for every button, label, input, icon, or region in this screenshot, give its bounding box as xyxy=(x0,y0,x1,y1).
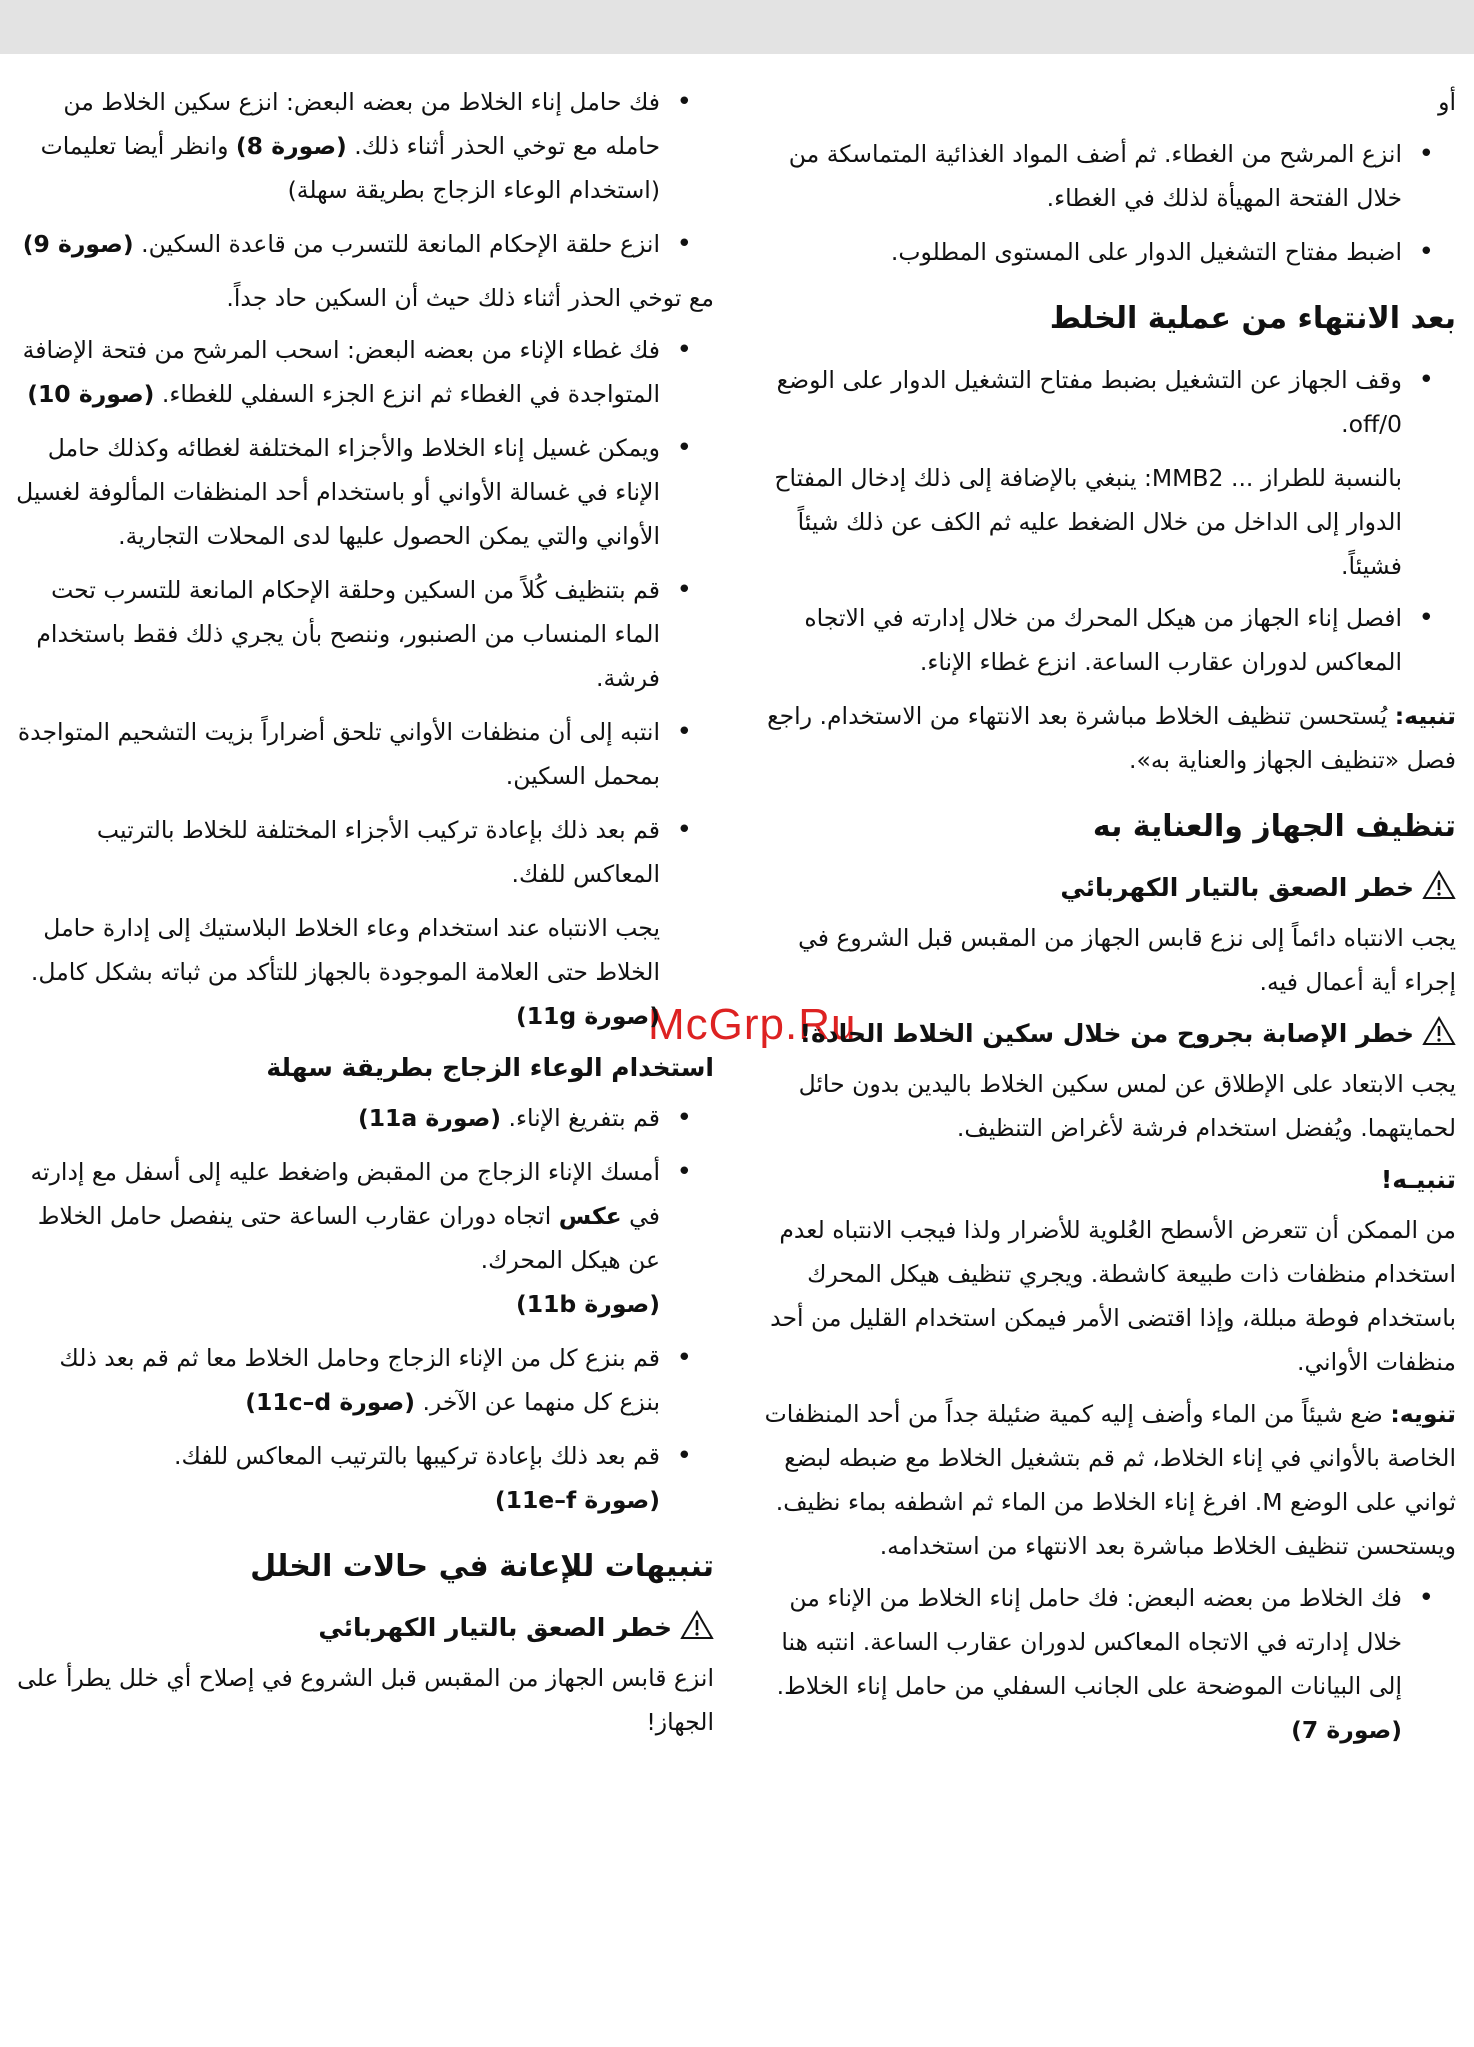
hint-label: تنويه: xyxy=(1390,1400,1456,1428)
heading-after-mixing: بعد الانتهاء من عملية الخلط xyxy=(1049,301,1456,336)
caution-title: تنبيـه! xyxy=(1380,1165,1456,1194)
disassemble-ref: (صورة 7) xyxy=(1291,1716,1402,1744)
shock-warning-text: يجب الانتباه دائماً إلى نزع قابس الجهاز من المقبس قبل الشروع في إجراء أية أعمال فيه. xyxy=(798,924,1456,996)
hint-text: ضع شيئاً من الماء وأضف إليه كمية ضئيلة جداً من أحد المنظفات الخاصة بالأواني في إناء الخلاط، ثم قم بتشغيل الخلاط مع ضبطه لبضع ثواني على الوضع M. افرغ إناء الخلاط من الماء ثم اشطفه بماء نظيف. ويستحسن تنظيف الخلاط مباشرة بعد الانتهاء من استخدامه. xyxy=(764,1400,1456,1560)
remove-knife-ref: (صورة 8) xyxy=(235,132,347,160)
bullet-remove-knife xyxy=(14,80,714,212)
bullet-disassemble-mixer xyxy=(764,1576,1456,1752)
bullet-hold-jar xyxy=(14,1150,714,1326)
right-column xyxy=(764,80,1456,1762)
or-label: أو xyxy=(1438,88,1456,116)
warning-triangle-icon xyxy=(1422,1016,1456,1046)
blade-warning-text: يجب الابتعاد على الإطلاق عن لمس سكين الخلاط باليدين بدون حائل لحمايتهما. ويُفضل استخدام فرشة لأغراض التنظيف. xyxy=(798,1070,1456,1142)
heading-cleaning: تنظيف الجهاز والعناية به xyxy=(1092,809,1456,844)
bullet-detergent-warning: • انتبه إلى أن منظفات الأواني تلحق أضراراً بزيت التشحيم المتواجدة بمحمل السكين. xyxy=(14,710,714,798)
hold-jar-text-1: أمسك الإناء الزجاج من المقبض واضغط عليه إلى أسفل مع إدارته في xyxy=(30,1158,660,1230)
notice-label: تنبيه: xyxy=(1394,702,1456,730)
shock-warning-title xyxy=(764,866,1456,910)
reassemble-glass-text: قم بعد ذلك بإعادة تركيبها بالترتيب المعاكس للفك. xyxy=(174,1442,660,1470)
bullet-remove-filter: • انزع المرشح من الغطاء. ثم أضف المواد الغذائية المتماسكة من خلال الفتحة المهيأة لذلك في الغطاء. xyxy=(764,132,1456,220)
bullet-dishwasher: • ويمكن غسيل إناء الخلاط والأجزاء المختلفة لغطائه وكذلك حامل الإناء في غسالة الأواني أو باستخدام أحد المنظفات المألوفة لغسيل الأواني والتي يمكن الحصول عليها لدى المحلات التجارية. xyxy=(14,426,714,558)
remove-seal-text: انزع حلقة الإحكام المانعة للتسرب من قاعدة السكين. xyxy=(141,230,660,258)
disassemble-text: فك الخلاط من بعضه البعض: فك حامل إناء الخلاط من الإناء من خلال إدارته في الاتجاه المعاكس لدوران عقارب الساعة. انتبه هنا إلى البيانات الموضحة على الجانب السفلي من حامل إناء الخلاط. xyxy=(776,1584,1402,1700)
heading-troubleshooting: تنبيهات للإعانة في حالات الخلل xyxy=(250,1549,714,1584)
reassemble-glass-ref: (صورة 11e–f) xyxy=(494,1486,660,1514)
plastic-note-text: يجب الانتباه عند استخدام وعاء الخلاط البلاستيك إلى إدارة حامل الخلاط حتى العلامة الموجودة بالجهاز للتأكد من ثباته بشكل كامل. xyxy=(30,914,660,986)
remove-both-ref: (صورة 11c–d) xyxy=(245,1388,415,1416)
hint-paragraph xyxy=(764,1392,1456,1568)
caution-text: من الممكن أن تتعرض الأسطح العُلوية للأضرار ولذا فيجب الانتباه لعدم استخدام منظفات ذات طبيعة كاشطة. ويجري تنظيف هيكل المحرك باستخدام فوطة مبللة، وإذا اقتضى الأمر فيمكن استخدام القليل من أحد منظفات الأواني. xyxy=(770,1216,1456,1376)
bullet-lid-disassemble xyxy=(14,328,714,416)
remove-knife-text: فك حامل إناء الخلاط من بعضه البعض: انزع سكين الخلاط من حامله مع توخي الحذر أثناء ذلك. xyxy=(63,88,660,160)
bullet-clean-knife: • قم بتنظيف كُلاً من السكين وحلقة الإحكام المانعة للتسرب تحت الماء المنساب من الصنبور، وننصح بأن يجري ذلك فقط باستخدام فرشة. xyxy=(14,568,714,700)
mmb2-note: بالنسبة للطراز ... MMB2: ينبغي بالإضافة إلى ذلك إدخال المفتاح الدوار إلى الداخل من خلال الضغط عليه ثم الكف عن ذلك شيئاً فشيئاً. xyxy=(774,464,1402,580)
bullet-empty-jar xyxy=(14,1096,714,1140)
blade-warning-label: خطر الإصابة بجروح من خلال سكين الخلاط الحادة! xyxy=(799,1019,1414,1048)
lid-text: فك غطاء الإناء من بعضه البعض: اسحب المرشح من فتحة الإضافة المتواجدة في الغطاء ثم انزع الجزء السفلي للغطاء. xyxy=(22,336,660,408)
empty-jar-ref: (صورة 11a) xyxy=(357,1104,502,1132)
switch-off-text: وقف الجهاز عن التشغيل بضبط مفتاح التشغيل الدوار على الوضع off/0. xyxy=(776,366,1402,438)
bullet-reassemble-glass xyxy=(14,1434,714,1522)
bullet-remove-seal xyxy=(14,222,714,266)
trouble-warning-text: انزع قابس الجهاز من المقبس قبل الشروع في إصلاح أي خلل يطرأ على الجهاز! xyxy=(17,1664,714,1736)
lid-ref: (صورة 10) xyxy=(27,380,155,408)
left-column xyxy=(14,80,714,1752)
bullet-detach-jar: • افصل إناء الجهاز من هيكل المحرك من خلال إدارته في الاتجاه المعاكس لدوران عقارب الساعة. انزع غطاء الإناء. xyxy=(764,596,1456,684)
warning-triangle-icon xyxy=(1422,870,1456,900)
shock-warning-label: خطر الصعق بالتيار الكهربائي xyxy=(1060,873,1414,902)
plastic-note-ref: (صورة 11g) xyxy=(515,1002,660,1030)
watermark: McGrp.Ru xyxy=(648,1000,857,1049)
notice-text: يُستحسن تنظيف الخلاط مباشرة بعد الانتهاء من الاستخدام. راجع فصل «تنظيف الجهاز والعناية به». xyxy=(767,702,1456,774)
heading-glass-jar: استخدام الوعاء الزجاج بطريقة سهلة xyxy=(266,1053,714,1082)
blade-warning-title xyxy=(764,1012,1456,1056)
hold-jar-ref: (صورة 11b) xyxy=(515,1290,660,1318)
trouble-warning-label: خطر الصعق بالتيار الكهربائي xyxy=(318,1613,672,1642)
remove-both-text: قم بنزع كل من الإناء الزجاج وحامل الخلاط معا ثم قم بعد ذلك بنزع كل منهما عن الآخر. xyxy=(59,1344,660,1416)
knife-caution: مع توخي الحذر أثناء ذلك حيث أن السكين حاد جداً. xyxy=(226,284,714,312)
bullet-set-switch: • اضبط مفتاح التشغيل الدوار على المستوى المطلوب. xyxy=(764,230,1456,274)
warning-triangle-icon xyxy=(680,1610,714,1640)
hold-jar-text-2: اتجاه دوران عقارب الساعة حتى ينفصل حامل الخلاط عن هيكل المحرك. xyxy=(37,1202,660,1274)
bullet-remove-both xyxy=(14,1336,714,1424)
empty-jar-text: قم بتفريغ الإناء. xyxy=(508,1104,660,1132)
notice-paragraph xyxy=(764,694,1456,782)
bullet-switch-off xyxy=(764,358,1456,446)
top-gray-bar xyxy=(0,0,1474,54)
bullet-reassemble: • قم بعد ذلك بإعادة تركيب الأجزاء المختلفة للخلاط بالترتيب المعاكس للفك. xyxy=(14,808,714,896)
trouble-warning-title xyxy=(14,1606,714,1650)
plastic-note xyxy=(14,906,714,1038)
remove-seal-ref: (صورة 9) xyxy=(22,230,134,258)
remove-knife-tail: وانظر أيضا تعليمات (استخدام الوعاء الزجاج بطريقة سهلة) xyxy=(40,132,660,204)
hold-jar-bold: عكس xyxy=(558,1202,622,1230)
